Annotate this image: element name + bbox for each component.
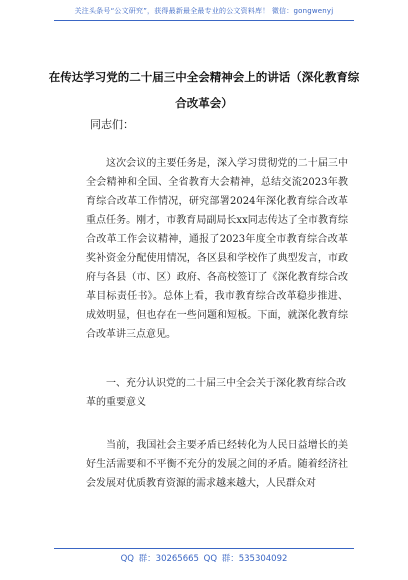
header-banner [0, 6, 408, 21]
paragraph-intro: 这次会议的主要任务是，深入学习贯彻党的二十届三中全会精神和全国、全省教育大会精神，总结交流2023年教育综合改革工作情况，研究部署2024年深化教育综合改革重点任务。刚才，市教育局副局长xx同志传达了全市教育综合改革工作会议精神，通报了2023年度全市教育综合改革奖补资金分配使用情况，各区县和学校作了典型发言，市政府与各县（市、区）政府、各高校签订了《深化教育综合改革目标责任书》。总体上看，我市教育综合改革稳步推进、成效明显，但也存在一些问题和短板。下面，就深化教育综合改革讲三点意见。 [86, 158, 348, 340]
footer-qq-groups: QQ 群：30265665 QQ 群：535304092 [120, 554, 288, 564]
footer-divider [54, 548, 354, 549]
header-divider [54, 20, 354, 21]
section-heading-1: 一、充分认识党的二十届三中全会关于深化教育综合改革的重要意义 [86, 378, 346, 408]
header-notice: 关注头条号“公文研究”，获得最新最全最专业的公文资料库！ 微信：gongwenyj [74, 7, 334, 15]
footer-bar [0, 548, 408, 564]
salutation: 同志们： [90, 118, 134, 131]
paragraph-current: 当前，我国社会主要矛盾已经转化为人民日益增长的美好生活需要和不平衡不充分的发展之间的矛盾。随着经济社会发展对优质教育资源的需求越来越大，人民群众对 [86, 440, 348, 489]
document-title: 在传达学习党的二十届三中全会精神会上的讲话（深化教育综合改革会） [48, 70, 360, 110]
